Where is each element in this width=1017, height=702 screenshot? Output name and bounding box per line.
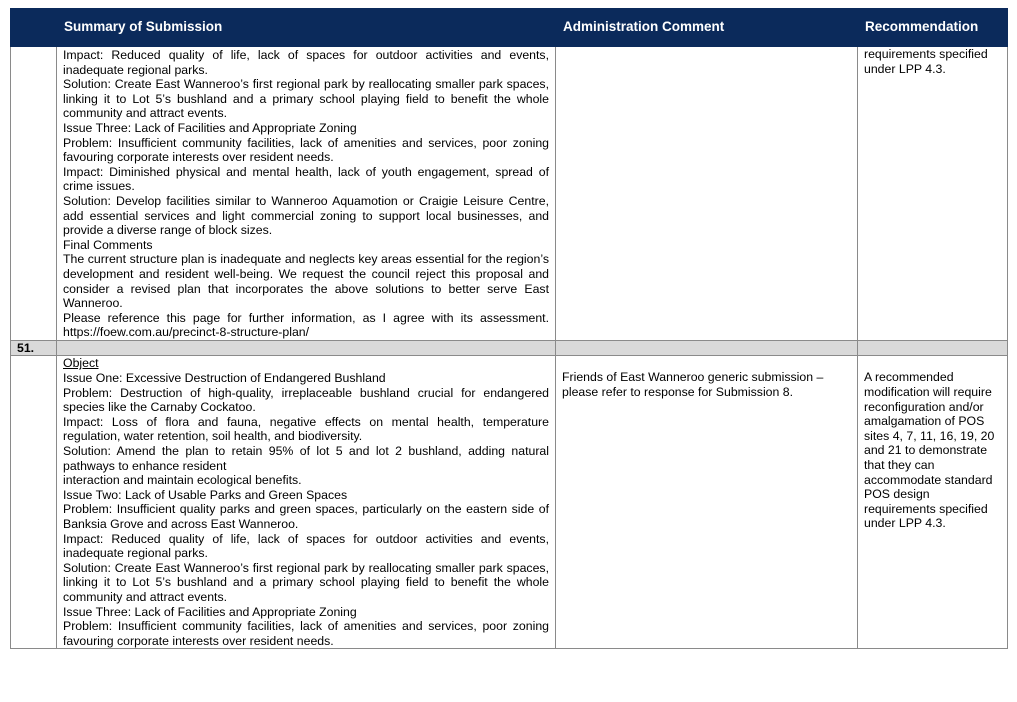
summary-line: Impact: Reduced quality of life, lack of spaces for outdoor activities and events, inadequate regional parks. xyxy=(63,531,549,561)
summary-line: Solution: Create East Wanneroo’s first regional park by reallocating smaller park spaces, linking it to Lot 5’s bushland and a primary school playing field to benefit the whole community and attract events. xyxy=(63,77,549,121)
summary-line: Issue Three: Lack of Facilities and Appropriate Zoning xyxy=(63,604,357,619)
submissions-table xyxy=(10,8,1008,649)
header-number-cell xyxy=(11,9,57,47)
summary-line: Solution: Amend the plan to retain 95% of lot 5 and lot 2 bushland, adding natural pathways to enhance resident xyxy=(63,444,549,473)
admin-comment-cell xyxy=(556,47,858,341)
summary-line: Solution: Develop facilities similar to Wanneroo Aquamotion or Craigie Leisure Centre, add essential services and light commercial zoning to support local businesses, and provide a diverse range of block sizes. xyxy=(63,193,549,238)
summary-line: interaction and maintain ecological benefits. xyxy=(63,473,302,488)
header-summary: Summary of Submission xyxy=(57,9,556,47)
header-recommendation: Recommendation xyxy=(858,9,1008,47)
summary-line: Please reference this page for further information, as I agree with its assessment. https://foew.com.au/precinct-8-structure-plan/ xyxy=(63,310,549,340)
table-header-row xyxy=(11,9,1008,47)
summary-line: Issue Three: Lack of Facilities and Appropriate Zoning xyxy=(63,120,357,135)
summary-line: Issue One: Excessive Destruction of Endangered Bushland xyxy=(63,371,386,386)
number-cell xyxy=(11,47,57,341)
summary-line: Final Comments xyxy=(63,237,153,252)
summary-line: Problem: Insufficient community facilities, lack of amenities and services, poor zoning favouring corporate interests over resident needs. xyxy=(63,135,549,165)
summary-line: Solution: Create East Wanneroo’s first regional park by reallocating smaller park spaces, linking it to Lot 5’s bushland and a primary school playing field to benefit the whole community and attract events. xyxy=(63,560,549,604)
table-row-continued xyxy=(11,47,1008,341)
summary-line: Problem: Insufficient community facilities, lack of amenities and services, poor zoning favouring corporate interests over resident needs. xyxy=(63,619,549,648)
recommendation-text: requirements specified under LPP 4.3. xyxy=(864,47,988,76)
recommendation-cell xyxy=(858,356,1008,649)
summary-heading: Object xyxy=(63,356,99,371)
recommendation-cell xyxy=(858,47,1008,341)
summary-line: The current structure plan is inadequate and neglects key areas essential for the region’s development and resident well-being. We request the council reject this proposal and consider a revised plan that incorporates the above solutions to better serve East Wanneroo. xyxy=(63,252,549,311)
summary-line: Impact: Loss of flora and fauna, negative effects on mental health, temperature regulation, water retention, soil health, and biodiversity. xyxy=(63,414,549,444)
admin-comment-cell xyxy=(556,356,858,649)
summary-cell xyxy=(57,356,556,649)
summary-line: Impact: Diminished physical and mental health, lack of youth engagement, spread of crime issues. xyxy=(63,164,549,194)
summary-line: Impact: Reduced quality of life, lack of spaces for outdoor activities and events, inadequate regional parks. xyxy=(63,48,549,77)
recommendation-text: A recommended modification will require reconfiguration and/or amalgamation of POS sites 4, 7, 11, 16, 19, 20 and 21 to demonstrate that they can accommodate standard POS design requirements specified under LPP 4.3. xyxy=(864,370,995,531)
table-row-submission-51 xyxy=(11,356,1008,649)
summary-cell xyxy=(57,47,556,341)
summary-line: Problem: Insufficient quality parks and green spaces, particularly on the eastern side of Banksia Grove and across East Wanneroo. xyxy=(63,502,549,531)
number-cell xyxy=(11,356,57,649)
summary-line: Problem: Destruction of high-quality, irreplaceable bushland crucial for endangered species like the Carnaby Cockatoo. xyxy=(63,385,549,415)
submission-number: 51. xyxy=(11,340,57,356)
summary-line: Issue Two: Lack of Usable Parks and Green Spaces xyxy=(63,487,348,502)
admin-comment-text: Friends of East Wanneroo generic submission – please refer to response for Submission 8. xyxy=(562,370,824,400)
header-admin-comment: Administration Comment xyxy=(556,9,858,47)
submission-number-row xyxy=(11,340,1008,356)
